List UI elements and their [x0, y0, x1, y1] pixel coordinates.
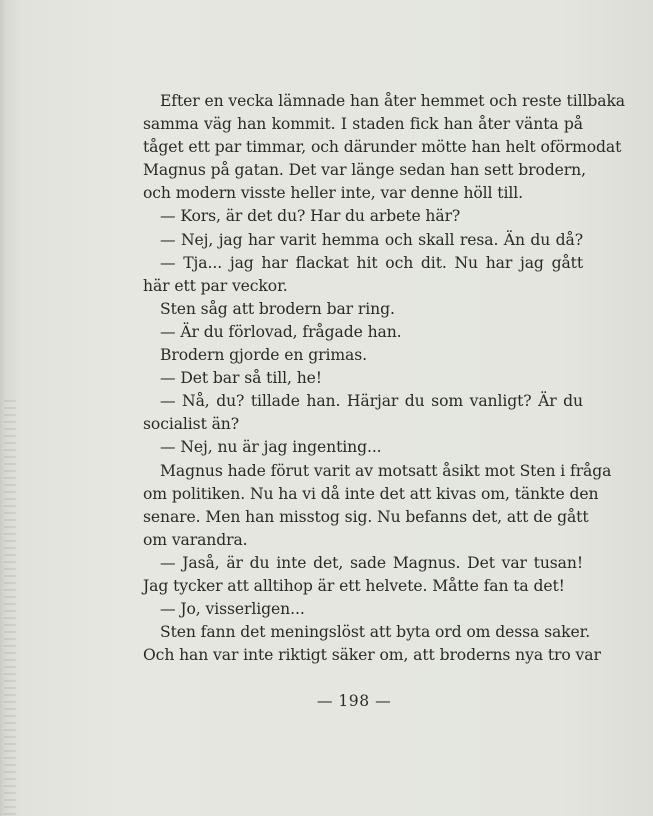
text-line: tåget ett par timmar, och därunder mötte han helt oförmodat	[143, 138, 622, 157]
text-line: — Tja... jag har flackat hit och dit. Nu har jag gått	[160, 253, 583, 272]
text-line: Jag tycker att alltihop är ett helvete. Måtte fan ta det!	[143, 576, 565, 595]
text-line: — Nej, jag har varit hemma och skall resa. Än du då?	[160, 230, 583, 249]
text-line: — Kors, är det du? Har du arbete här?	[160, 207, 461, 226]
text-line: senare. Men han misstog sig. Nu befanns det, att de gått	[143, 507, 589, 526]
text-line: Magnus hade förut varit av motsatt åsikt mot Sten i fråga	[160, 461, 612, 480]
text-line: om varandra.	[143, 530, 248, 549]
text-line: socialist än?	[143, 415, 240, 434]
text-line: Brodern gjorde en grimas.	[160, 346, 367, 365]
text-line: om politiken. Nu ha vi då inte det att kivas om, tänkte den	[143, 484, 599, 503]
text-line: och modern visste heller inte, var denne höll till.	[143, 184, 523, 203]
text-line: — Nå, du? tillade han. Härjar du som vanligt? Är du	[160, 392, 583, 411]
text-line: — Är du förlovad, frågade han.	[160, 322, 402, 341]
text-line: Efter en vecka lämnade han åter hemmet och reste tillbaka	[160, 92, 625, 110]
text-line: Sten fann det meningslöst att byta ord om dessa saker.	[160, 623, 591, 642]
text-line: samma väg han kommit. I staden fick han åter vänta på	[143, 115, 583, 134]
text-line: Sten såg att brodern bar ring.	[160, 299, 395, 318]
text-line: — Jaså, är du inte det, sade Magnus. Det var tusan!	[160, 553, 583, 572]
text-line: här ett par veckor.	[143, 276, 288, 295]
body-text	[143, 90, 625, 667]
text-line: Och han var inte riktigt säker om, att broderns nya tro var	[143, 646, 601, 665]
text-line: Magnus på gatan. Det var länge sedan han sett brodern,	[143, 161, 586, 180]
text-line: — Nej, nu är jag ingenting...	[160, 438, 382, 457]
page-number: — 198 —	[316, 692, 392, 710]
page-edge-shadow	[4, 400, 16, 816]
text-line: — Det bar så till, he!	[160, 369, 322, 388]
text-line: — Jo, visserligen...	[160, 600, 305, 619]
